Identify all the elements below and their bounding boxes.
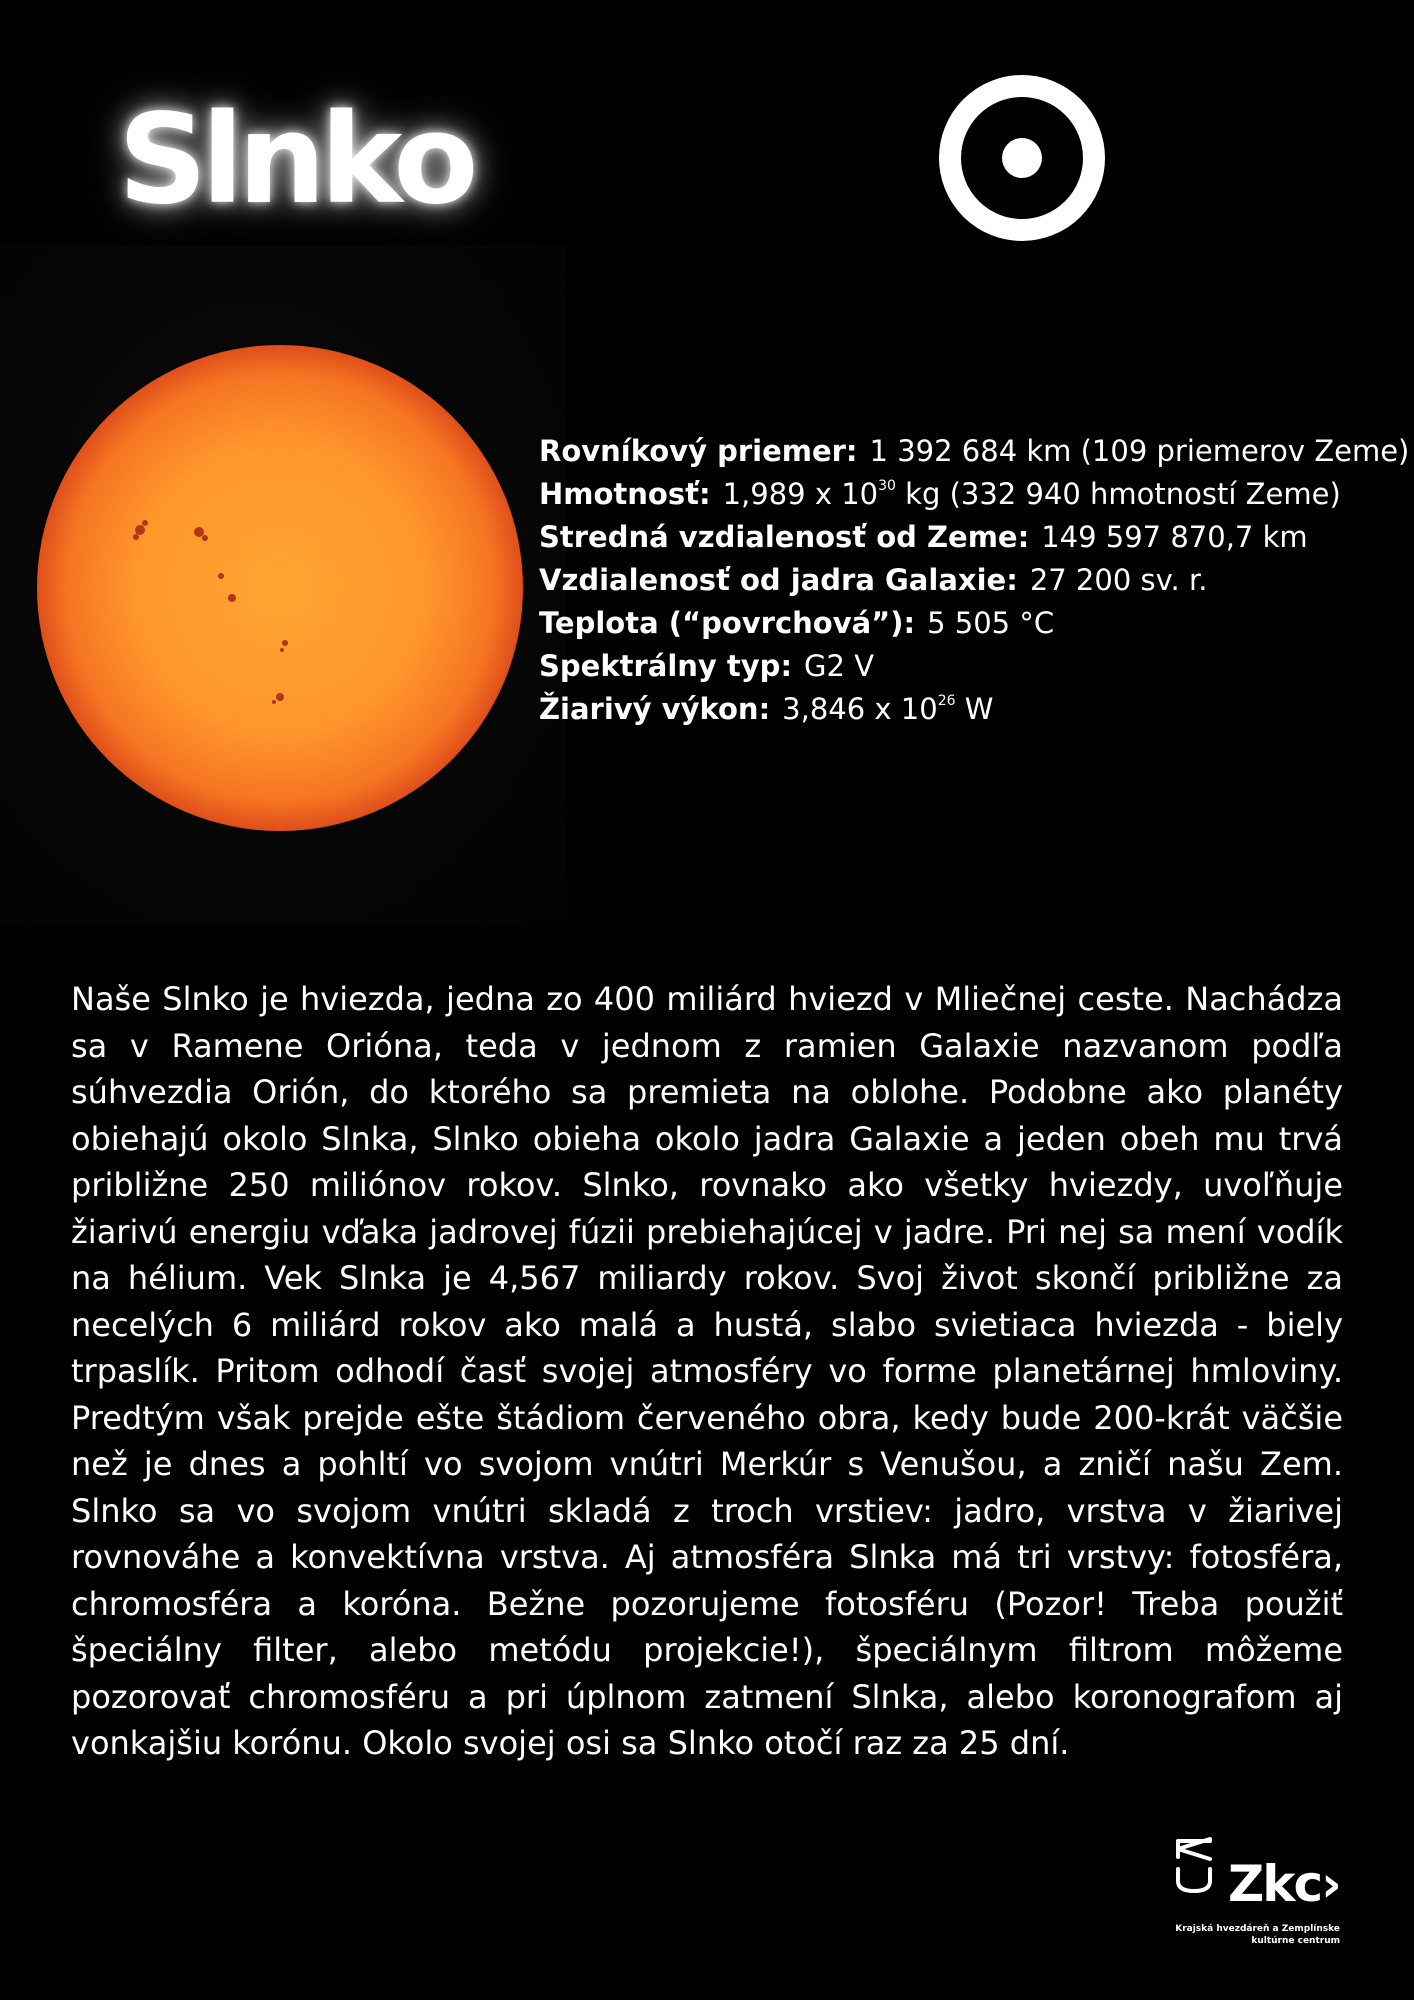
fact-value: 149 597 870,7 km xyxy=(1041,520,1308,554)
sun-photo-panel xyxy=(0,245,566,925)
fact-value-base: 3,846 x 10 xyxy=(782,692,938,726)
kh-zkc-logo xyxy=(1170,1835,1350,1955)
kh-zkc-logo-icon xyxy=(1170,1835,1222,1897)
fact-value: G2 V xyxy=(804,649,875,683)
page-title: Slnko xyxy=(118,88,473,232)
fact-row-mass xyxy=(539,473,1409,516)
sun-astronomical-symbol-icon xyxy=(938,74,1106,242)
sun-photo xyxy=(0,245,566,925)
fact-row-distance-earth xyxy=(539,516,1409,559)
fact-value-exponent: 30 xyxy=(878,478,896,494)
fact-value-exponent: 26 xyxy=(937,693,956,709)
fact-row-distance-galaxy xyxy=(539,559,1409,602)
fact-label: Hmotnosť: xyxy=(539,477,711,511)
fact-row-temperature xyxy=(539,602,1409,645)
logo-name: Zkc xyxy=(1228,1855,1322,1913)
fact-row-diameter xyxy=(539,430,1409,473)
fact-label: Spektrálny typ: xyxy=(539,649,793,683)
fact-value: 5 505 °C xyxy=(927,606,1055,640)
fact-label: Rovníkový priemer: xyxy=(539,434,858,468)
fact-value-base: 1,989 x 10 xyxy=(722,477,879,511)
fact-value xyxy=(723,477,1341,511)
fact-label: Teplota (“povrchová”): xyxy=(539,606,916,640)
chevron-right-icon: › xyxy=(1321,1855,1340,1913)
fact-label: Stredná vzdialenosť od Zeme: xyxy=(539,520,1030,554)
fact-label: Žiarivý výkon: xyxy=(539,692,771,726)
logo-subtitle: Krajská hvezdáreň a Zemplínske kultúrne centrum xyxy=(1175,1924,1340,1946)
fact-sheet xyxy=(539,430,1409,731)
fact-row-spectral-type xyxy=(539,645,1409,688)
fact-value: 1 392 684 km (109 priemerov Zeme) xyxy=(869,434,1410,468)
fact-value-unit: kg (332 940 hmotností Zeme) xyxy=(895,477,1341,511)
fact-label: Vzdialenosť od jadra Galaxie: xyxy=(539,563,1018,597)
fact-value-unit: W xyxy=(955,692,994,726)
sun-disk xyxy=(37,345,523,831)
logo-wordmark xyxy=(1228,1855,1340,1913)
fact-value: 27 200 sv. r. xyxy=(1029,563,1208,597)
description-paragraph: Naše Slnko je hviezda, jedna zo 400 miliárd hviezd v Mliečnej ceste. Nachádza sa v Ramene Orióna, teda v jednom z ramien Galaxie nazvanom podľa súhvezdia Orión, do ktorého sa premieta na oblohe. Podobne ako planéty obiehajú okolo Slnka, Slnko obieha okolo jadra Galaxie a jeden obeh mu trvá približne 250 miliónov rokov. Slnko, rovnako ako všetky hviezdy, uvoľňuje žiarivú energiu vďaka jadrovej fúzii prebiehajúcej v jadre. Pri nej sa mení vodík na hélium. Vek Slnka je 4,567 miliardy rokov. Svoj život skončí približne za necelých 6 miliárd rokov ako malá a hustá, slabo svietiaca hviezda - biely trpaslík. Pritom odhodí časť svojej atmosféry vo forme planetárnej hmloviny. Predtým však prejde ešte štádiom červeného obra, kedy bude 200-krát väčšie než je dnes a pohltí vo svojom vnútri Merkúr s Venušou, a zničí našu Zem. Slnko sa vo svojom vnútri skladá z troch vrstiev: jadro, vrstva v žiarivej rovnováhe a konvektívna vrstva. Aj atmosféra Slnka má tri vrstvy: fotosféra, chromosféra a koróna. Bežne pozorujeme fotosféru (Pozor! Treba použiť špeciálny filter, alebo metódu projekcie!), špeciálnym filtrom môžeme pozorovať chromosféru a pri úplnom zatmení Slnka, alebo koronografom aj vonkajšiu korónu. Okolo svojej osi sa Slnko otočí raz za 25 dní. xyxy=(71,980,1343,1762)
fact-row-luminosity xyxy=(539,688,1409,731)
fact-value xyxy=(782,692,993,726)
